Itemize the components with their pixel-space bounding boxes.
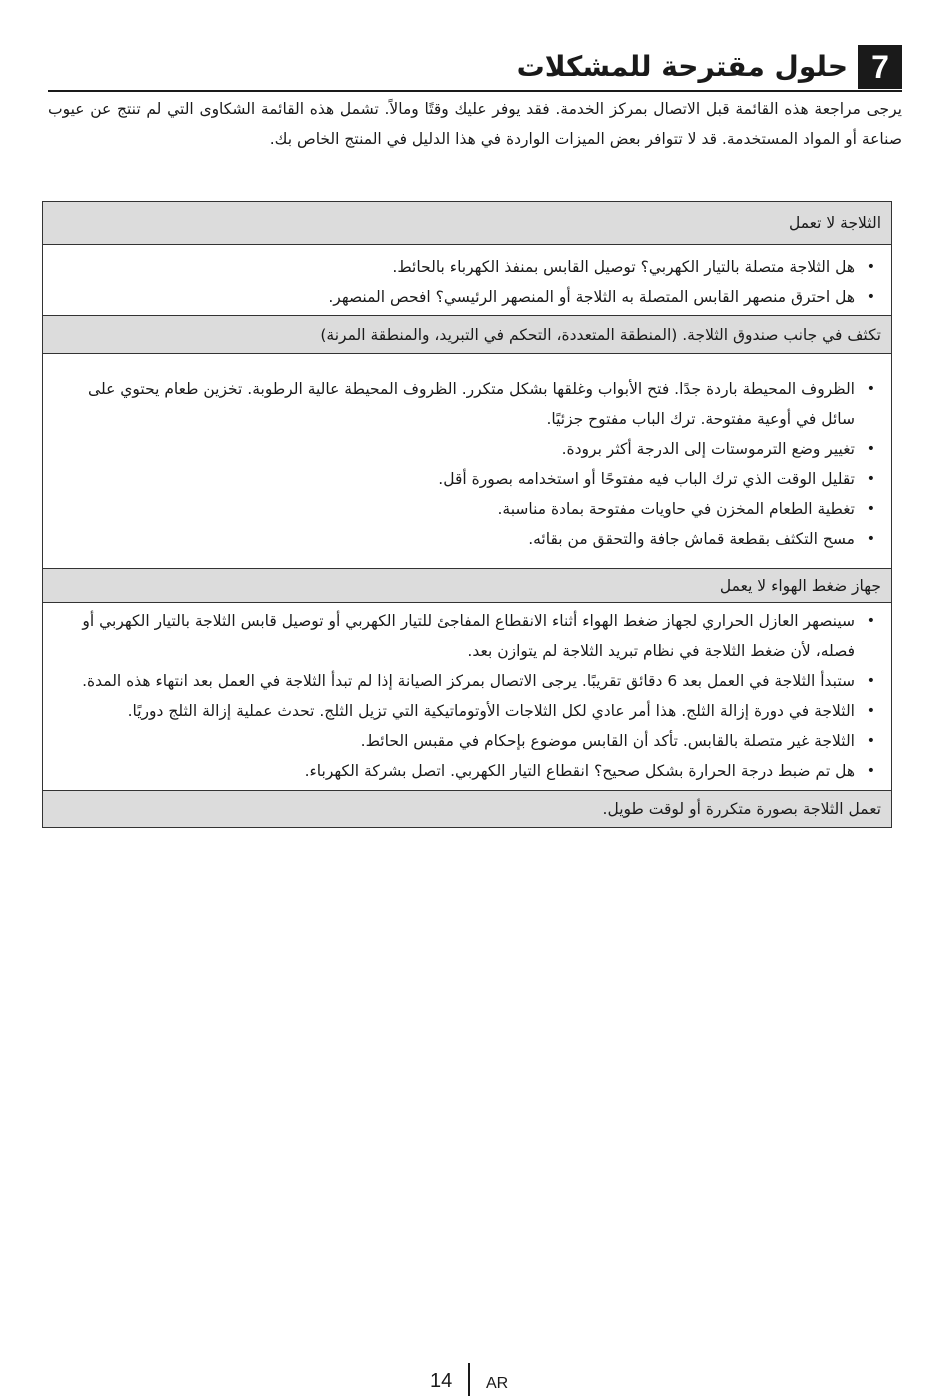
list-item: • ستبدأ الثلاجة في العمل بعد 6 دقائق تقريبًا. يرجى الاتصال بمركز الصيانة إذا لم تبدأ الثلاجة في العمل بعد انتهاء هذه المدة.: [73, 666, 881, 696]
list-item: • الثلاجة في دورة إزالة الثلج. هذا أمر عادي لكل الثلاجات الأوتوماتيكية التي تزيل الثلج. تحدث عملية إزالة الثلج دوريًا.: [73, 696, 881, 726]
bullet-icon: •: [866, 531, 875, 547]
section-body-compressor-not-working: [43, 603, 891, 791]
intro-paragraph: يرجى مراجعة هذه القائمة قبل الاتصال بمركز الخدمة. فقد يوفر عليك وقتًا ومالاً. تشمل هذه القائمة الشكاوى التي لم تنتج عن عيوب صناعة أو المواد المستخدمة. قد لا تتوافر بعض الميزات الواردة في هذا الدليل في المنتج الخاص بك.: [48, 100, 902, 148]
list-item: • الظروف المحيطة باردة جدًا. فتح الأبواب وغلقها بشكل متكرر. الظروف المحيطة عالية الرطوبة. تخزين طعام يحتوي على سائل في أوعية مفتوحة. ترك الباب مفتوح جزئيًا.: [73, 374, 881, 434]
bullet-icon: •: [866, 381, 875, 397]
list-item: • تغيير وضع الترموستات إلى الدرجة أكثر برودة.: [73, 434, 881, 464]
bullet-icon: •: [866, 259, 875, 275]
section-heading-compressor-not-working: جهاز ضغط الهواء لا يعمل: [43, 569, 891, 603]
list-item: • هل احترق منصهر القابس المتصلة به الثلاجة أو المنصهر الرئيسي؟ افحص المنصهر.: [73, 282, 881, 312]
section-heading-runs-frequently: تعمل الثلاجة بصورة متكررة أو لوقت طويل.: [43, 791, 891, 827]
chapter-header: [48, 44, 902, 92]
language-code: AR: [486, 1375, 509, 1392]
bullet-icon: •: [866, 501, 875, 517]
section-heading-refrigerator-not-working: الثلاجة لا تعمل: [43, 202, 891, 245]
section-body-refrigerator-not-working: [43, 245, 891, 316]
list-item: • الثلاجة غير متصلة بالقابس. تأكد أن القابس موضوع بإحكام في مقبس الحائط.: [73, 726, 881, 756]
list-item: • تقليل الوقت الذي ترك الباب فيه مفتوحًا أو استخدامه بصورة أقل.: [73, 464, 881, 494]
bullet-icon: •: [866, 763, 875, 779]
section-body-condensation: [43, 354, 891, 569]
bullet-icon: •: [866, 703, 875, 719]
bullet-icon: •: [866, 613, 875, 629]
footer-divider: [468, 1363, 470, 1396]
list-item: • هل الثلاجة متصلة بالتيار الكهربي؟ توصيل القابس بمنفذ الكهرباء بالحائط.: [73, 252, 881, 282]
section-heading-condensation: تكثف في جانب صندوق الثلاجة. (المنطقة المتعددة، التحكم في التبريد، والمنطقة المرنة): [43, 316, 891, 354]
chapter-title: حلول مقترحة للمشكلات: [516, 50, 848, 83]
bullet-icon: •: [866, 673, 875, 689]
bullet-icon: •: [866, 289, 875, 305]
list-item: • سينصهر العازل الحراري لجهاز ضغط الهواء أثناء الانقطاع المفاجئ للتيار الكهربي أو توصيل قابس الثلاجة بالتيار الكهربي أو فصله، لأن ضغط الثلاجة في نظام تبريد الثلاجة لم يتوازن بعد.: [73, 606, 881, 666]
bullet-icon: •: [866, 733, 875, 749]
bullet-icon: •: [866, 441, 875, 457]
chapter-number-badge: 7: [858, 45, 902, 89]
page-footer: [0, 1358, 950, 1398]
troubleshooting-table: [42, 201, 892, 828]
list-item: • مسح التكثف بقطعة قماش جافة والتحقق من بقائه.: [73, 524, 881, 554]
bullet-icon: •: [866, 471, 875, 487]
list-item: • تغطية الطعام المخزن في حاويات مفتوحة بمادة مناسبة.: [73, 494, 881, 524]
list-item: • هل تم ضبط درجة الحرارة بشكل صحيح؟ انقطاع التيار الكهربي. اتصل بشركة الكهرباء.: [73, 756, 881, 786]
page-number: 14: [430, 1370, 453, 1392]
